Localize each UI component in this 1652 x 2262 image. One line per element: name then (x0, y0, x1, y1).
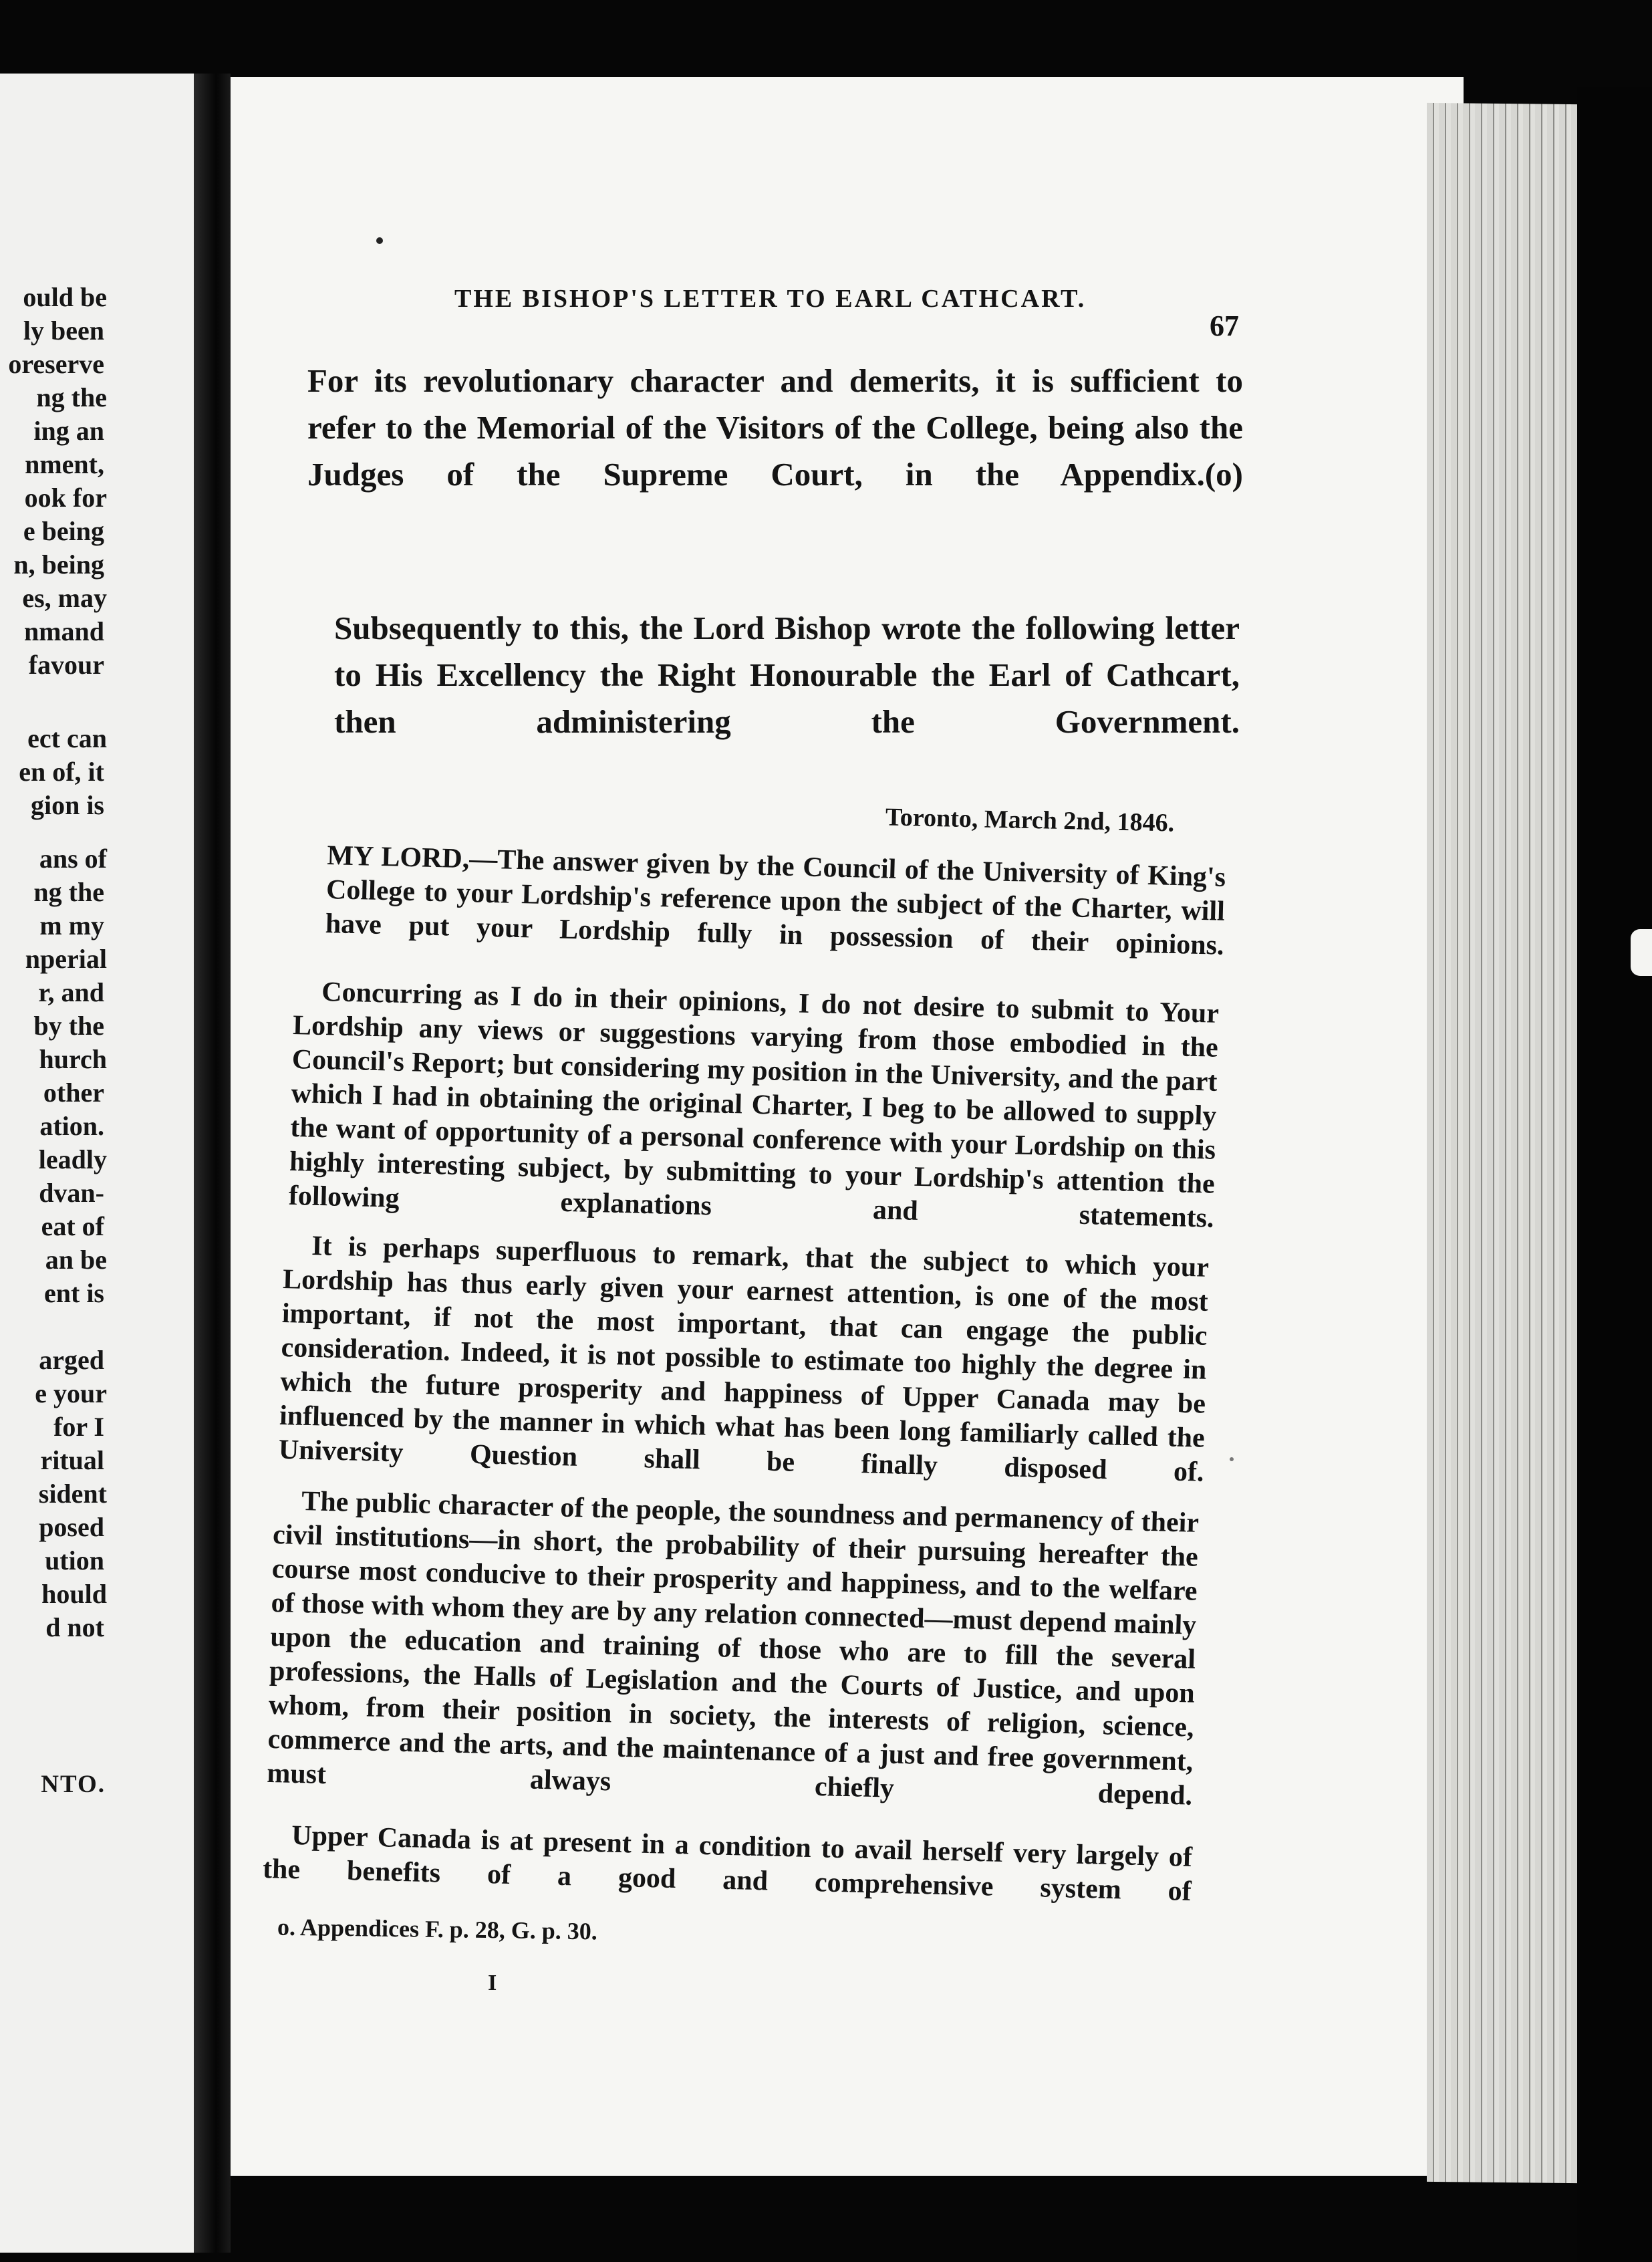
facing-page-line: ution (45, 1545, 104, 1576)
facing-page-line: hurch (39, 1044, 107, 1074)
facing-page-line: e being (23, 516, 104, 546)
facing-page-line: nmand (23, 616, 104, 646)
facing-page-line: for I (53, 1412, 104, 1442)
running-head: THE BISHOP'S LETTER TO EARL CATHCART. (454, 285, 1087, 313)
facing-page-line: e your (35, 1378, 107, 1408)
book-gutter (194, 74, 231, 2253)
page-tab (1631, 929, 1652, 976)
facing-page-line: r, and (38, 977, 104, 1007)
facing-page-line: ould be (23, 282, 107, 312)
facing-page-footer-fragment: NTO. (41, 1771, 106, 1798)
page-stack-edge (1427, 103, 1577, 2183)
letter-paragraph-1: MY LORD,—The answer given by the Council of the University of King's College to your Lordship's reference upon the subject of the Charter, will have put your Lordship fully in possession of their opinions. (325, 840, 1226, 961)
ink-dot (376, 237, 383, 244)
facing-page (0, 74, 194, 2253)
facing-page-line: ook for (24, 483, 107, 513)
facing-page-line: ritual (40, 1445, 104, 1475)
background-edge (1577, 87, 1652, 2262)
facing-page-line: other (43, 1078, 104, 1108)
facing-page-line: oreserve (8, 349, 104, 379)
facing-page-line: posed (39, 1512, 104, 1542)
facing-page-line: ation. (39, 1111, 104, 1141)
facing-page-line: eat of (41, 1211, 104, 1241)
ink-speck (1230, 1457, 1234, 1461)
letter-paragraph-2: Concurring as I do in their opinions, I do not desire to submit to Your Lordship any views or suggestions varying from those embodied in the Council's Report; but considering my position in the University, and the part which I had in obtaining the original Charter, I beg to be allowed to supply the want of opportunity of a personal conference with your Lordship on this highly interesting subject, by submitting to your Lordship's attention the following explanations and statements. (288, 977, 1220, 1234)
facing-page-line: leadly (38, 1144, 107, 1174)
facing-page-line: d not (45, 1612, 104, 1642)
facing-page-line: en of, it (19, 757, 104, 787)
page-number: 67 (1210, 309, 1239, 342)
facing-page-line: arged (39, 1345, 104, 1375)
facing-page-line: ect can (27, 723, 107, 753)
letter-dateline: Toronto, March 2nd, 1846. (885, 803, 1175, 838)
footnote: o. Appendices F. p. 28, G. p. 30. (277, 1913, 598, 1945)
facing-page-line: favour (28, 650, 104, 680)
letter-paragraph-5: Upper Canada is at present in a condition to avail herself very largely of the benefits of a good and comprehensive system of (262, 1820, 1193, 1907)
facing-page-line: n, being (13, 549, 104, 580)
facing-page-line: an be (45, 1245, 107, 1275)
facing-page-line: ng the (36, 382, 107, 412)
facing-page-line: by the (33, 1011, 104, 1041)
facing-page-line: nment, (25, 449, 104, 479)
facing-page-line: ing an (33, 416, 104, 446)
facing-page-line: es, may (22, 583, 107, 613)
facing-page-line: hould (41, 1579, 107, 1609)
facing-page-line: ans of (39, 844, 107, 874)
facing-page-line: ly been (23, 316, 104, 346)
facing-page-line: nperial (25, 944, 107, 974)
letter-paragraph-3: It is perhaps superfluous to remark, that the subject to which your Lordship has thus early given your earnest attention, is one of the most important, if not the most important, that can engage the public consideration. Indeed, it is not possible to estimate too highly the degree in which the future prosperity and happiness of Upper Canada may be influenced by the manner in which what has been long familiarly called the University Question shall be finally disposed of. (278, 1231, 1210, 1488)
facing-page-line: m my (39, 910, 104, 940)
facing-page-line: dvan- (39, 1178, 104, 1208)
facing-page-line: gion is (30, 790, 104, 820)
facing-page-line: sident (38, 1479, 107, 1509)
paragraph-revolutionary: For its revolutionary character and demerits, it is sufficient to refer to the Memorial of the Visitors of the College, being also the Judges of the Supreme Court, in the Appendix.(o) (307, 362, 1243, 493)
letter-paragraph-4: The public character of the people, the soundness and permanency of their civil institutions—in short, the probability of their pursuing hereafter the course most conducive to their prosperity and happiness, and to the welfare of those with whom they are by any relation connected—must depend mainly upon the education and training of those who are to fill the several professions, the Halls of Legislation and the Courts of Justice, and upon whom, from their position in society, the interests of religion, science, commerce and the arts, and the maintenance of a just and free government, must always chiefly depend. (266, 1486, 1200, 1811)
facing-page-line: ent is (44, 1278, 104, 1308)
signature-mark: I (488, 1971, 497, 1995)
paragraph-subsequently: Subsequently to this, the Lord Bishop wrote the following letter to His Excellency the Right Honourable the Earl of Cathcart, then administering the Government. (334, 610, 1240, 740)
facing-page-line: ng the (33, 877, 104, 907)
